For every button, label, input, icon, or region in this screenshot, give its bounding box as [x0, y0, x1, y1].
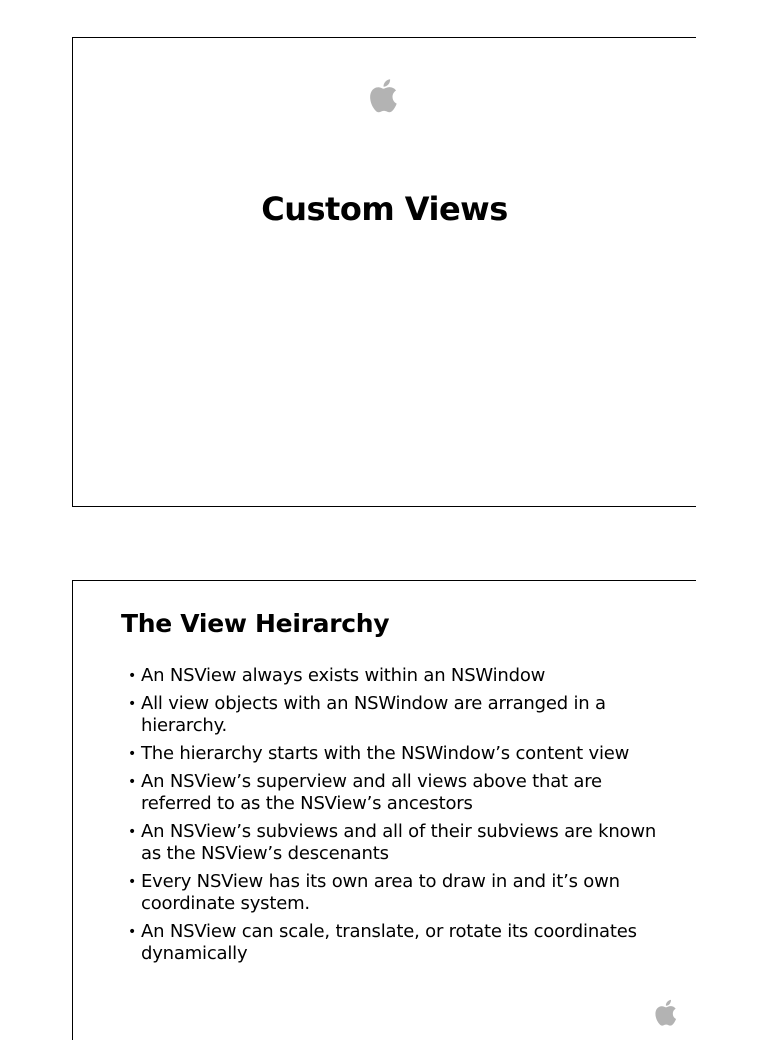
bullet-icon: • [128, 668, 137, 684]
bullet-icon: • [128, 746, 137, 762]
bullet-text: An NSView can scale, translate, or rotate its coordinates dynamically [141, 921, 637, 964]
bullet-icon: • [128, 874, 137, 890]
bullet-icon: • [128, 924, 137, 940]
slide-heading: The View Heirarchy [121, 609, 390, 638]
apple-logo-icon [653, 997, 681, 1029]
bullet-text: An NSView always exists within an NSWindow [141, 665, 546, 686]
bullet-item [128, 921, 668, 965]
bullet-icon: • [128, 824, 137, 840]
bullet-icon: • [128, 696, 137, 712]
bullet-item [128, 743, 668, 765]
content-slide [72, 580, 696, 1040]
title-slide [72, 37, 696, 507]
bullet-item [128, 821, 668, 865]
bullet-list [128, 665, 668, 971]
bullet-item [128, 665, 668, 687]
bullet-item [128, 871, 668, 915]
bullet-item [128, 771, 668, 815]
bullet-text: All view objects with an NSWindow are arranged in a hierarchy. [141, 693, 606, 736]
slide-title: Custom Views [261, 190, 508, 228]
bullet-text: The hierarchy starts with the NSWindow’s content view [141, 743, 630, 764]
bullet-text: Every NSView has its own area to draw in and it’s own coordinate system. [141, 871, 620, 914]
apple-logo-icon [367, 76, 403, 116]
bullet-item [128, 693, 668, 737]
bullet-text: An NSView’s subviews and all of their subviews are known as the NSView’s descenants [141, 821, 657, 864]
bullet-text: An NSView’s superview and all views above that are referred to as the NSView’s ancestors [141, 771, 602, 814]
bullet-icon: • [128, 774, 137, 790]
